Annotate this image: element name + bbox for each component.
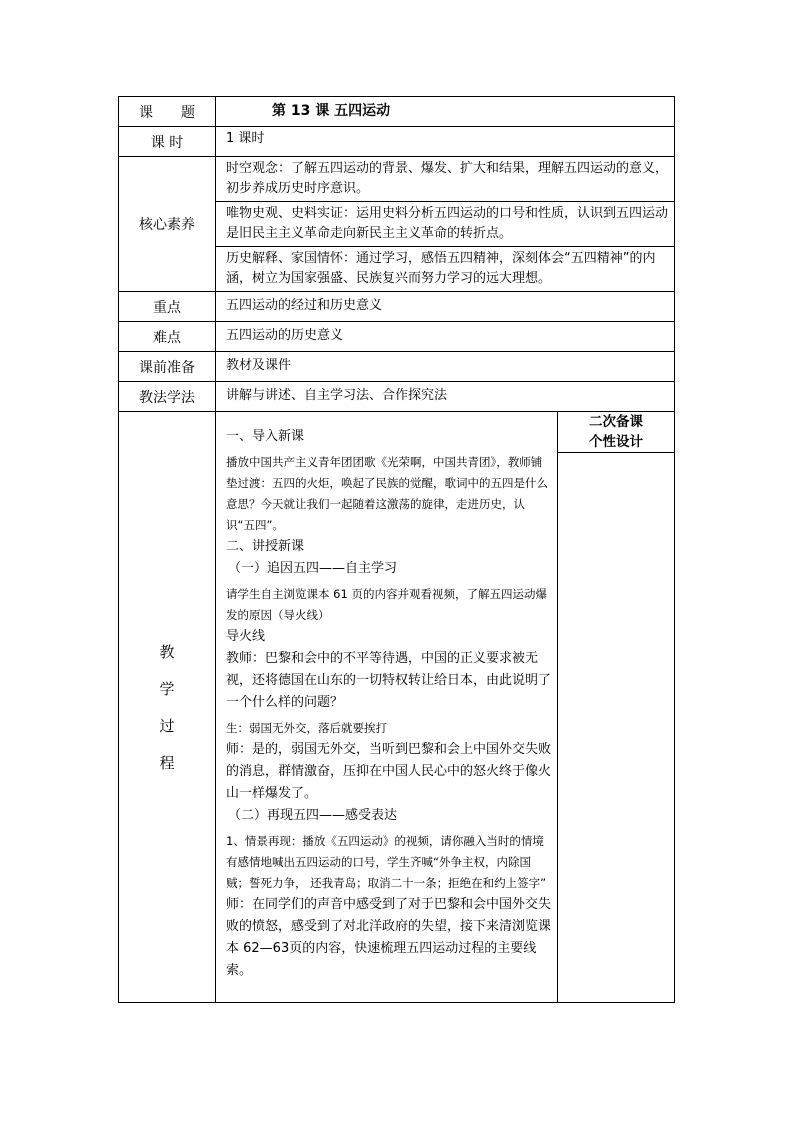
paragraph: 请学生自主浏览课本 61 页的内容并观看视频，了解五四运动爆发的原因（导火线） [226,587,547,622]
key-row [119,292,675,322]
prep-value: 教材及课件 [216,352,675,382]
method-value: 讲解与讲述、自主学习法、合作探究法 [216,382,675,412]
subsection-heading: （一）追因五四——自主学习 [228,561,398,576]
difficulty-label: 难点 [119,322,216,352]
core-item-2: 唯物史观、史料实证：运用史料分析五四运动的口号和性质，认识到五四运动是旧民主主义革命走向新民主主义革命的转折点。 [216,202,675,247]
hours-row [119,127,675,157]
paragraph: 播放中国共产主义青年团团歌《光荣啊，中国共青团》，教师铺垫过渡：五四的火炬，唤起了民族的觉醒，歌词中的五四是什么意思？今天就让我们一起随着这激荡的旋律，走进历史，认识“五四”。 [226,455,548,532]
hours-value: 1 课时 [216,127,675,157]
process-content [216,412,558,1003]
prep-row [119,352,675,382]
topic-label: 课 题 [119,97,216,127]
paragraph: 师：在同学们的声音中感受到了对于巴黎和会中国外交失败的愤怒，感受到了对北洋政府的失望，接下来清浏览课本 62—63页的内容，快速梳理五四运动过程的主要线索。 [226,897,552,978]
prep-label: 课前准备 [119,352,216,382]
side-heading-line: 二次备课 [589,414,643,430]
paragraph: 1、情景再现：播放《五四运动》的视频，请你融入当时的情境有感情地喊出五四运动的口号，学生齐喊“外争主权，内除国贼；誓死力争， 还我青岛；取消二十一条；拒绝在和约上签字” [226,834,547,890]
key-label: 重点 [119,292,216,322]
core-item-1: 时空观念：了解五四运动的背景、爆发、扩大和结果，理解五四运动的意义，初步养成历史时序意识。 [216,157,675,202]
process-label-char: 过 [159,717,175,735]
method-row [119,382,675,412]
process-label-char: 程 [159,754,175,772]
side-heading-line: 个性设计 [589,434,643,450]
side-heading [558,412,674,453]
paragraph: 生：弱国无外交，落后就要挨打 [226,721,387,735]
process-label-char: 教 [159,643,175,661]
process-label-char: 学 [159,680,175,698]
paragraph: 教师：巴黎和会中的不平等待遇，中国的正义要求被无视，还将德国在山东的一切特权转让给日本，由此说明了一个什么样的问题？ [226,651,552,710]
side-column [558,412,675,1003]
core-item-3: 历史解释、家国情怀：通过学习，感悟五四精神，深刻体会“五四精神”的内涵，树立为国家强盛、民族复兴而努力学习的远大理想。 [216,247,675,292]
paragraph: 导火线 [226,629,266,644]
core-label: 核心素养 [119,157,216,292]
hours-label: 课 时 [119,127,216,157]
lesson-plan-table [118,96,675,1003]
section-heading: 二、讲授新课 [226,539,305,554]
difficulty-row [119,322,675,352]
process-row [119,412,675,1003]
section-heading: 一、导入新课 [226,429,305,444]
subsection-heading: （二）再现五四——感受表达 [228,808,398,823]
process-label [119,412,216,1003]
core-row-1 [119,157,675,202]
method-label: 教法学法 [119,382,216,412]
topic-value: 第 13 课 五四运动 [216,97,675,127]
difficulty-value: 五四运动的历史意义 [216,322,675,352]
paragraph: 师：是的，弱国无外交，当听到巴黎和会上中国外交失败的消息，群情激奋，压抑在中国人民心中的怒火终于像火山一样爆发了。 [226,742,552,801]
key-value: 五四运动的经过和历史意义 [216,292,675,322]
topic-row [119,97,675,127]
